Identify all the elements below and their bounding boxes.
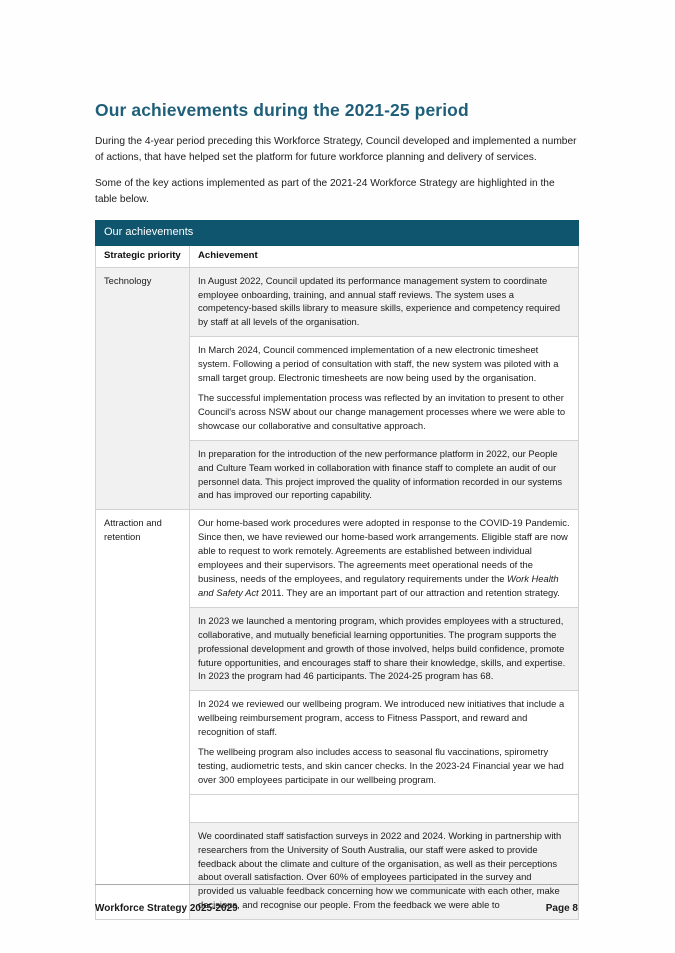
achievement-cell bbox=[190, 440, 579, 510]
achievement-paragraph: The wellbeing program also includes access to seasonal flu vaccinations, spirometry testing, audiometric tests, and skin cancer checks. In the 2023-24 Financial year we had over 300 employees participate in our wellbeing program. bbox=[198, 746, 564, 785]
achievement-cell bbox=[190, 267, 579, 337]
table-row bbox=[96, 267, 579, 337]
table-row bbox=[96, 510, 579, 607]
table-banner: Our achievements bbox=[96, 221, 579, 246]
achievement-cell bbox=[190, 510, 579, 607]
achievement-paragraph: In March 2024, Council commenced implementation of a new electronic timesheet system. Following a period of consultation with staff, the new system was piloted with a small target group. Electronic timesheets are now being used by the organisation. bbox=[198, 344, 559, 384]
achievement-cell bbox=[190, 691, 579, 794]
achievement-paragraph: In 2023 we launched a mentoring program, which provides employees with a structured, collaborative, and mutually beneficial learning opportunities. The program supports the professional development and growth of those involved, helps build confidence, promote future opportunities, and encourages staff to share their knowledge, skills, and expertise. In 2023 the program had 46 participants. The 2024-25 program has 68. bbox=[198, 614, 566, 682]
table-header-row bbox=[96, 246, 579, 267]
achievement-paragraph: In 2024 we reviewed our wellbeing program. We introduced new initiatives that include a wellbeing reimbursement program, access to Fitness Passport, and reward and recognition of staff. bbox=[198, 698, 565, 738]
page-content bbox=[95, 100, 578, 920]
intro-paragraph-1: During the 4-year period preceding this Workforce Strategy, Council developed and implemented a number of actions, that have helped set the platform for future workforce planning and delivery of services. bbox=[95, 136, 577, 163]
achievement-paragraph: Our home-based work procedures were adopted in response to the COVID-19 Pandemic. Since then, we have reviewed our home-based work arrangements. Eligible staff are now able to request to work remotely. Agreements are established between individual employees and their supervisors. The agreements meet operational needs of the business, needs of the employees, and regulatory requirements under the Work Health and Safety Act 2011. They are an important part of our attraction and retention strategy. bbox=[198, 517, 570, 598]
footer-page-number: Page 8 bbox=[545, 903, 578, 914]
achievement-cell bbox=[190, 337, 579, 440]
italic-act-name: Work Health and Safety Act bbox=[198, 572, 559, 598]
priority-cell-technology: Technology bbox=[96, 267, 190, 510]
achievements-table bbox=[95, 220, 579, 920]
table-banner-row bbox=[96, 221, 579, 246]
footer-document-title: Workforce Strategy 2025-2029 bbox=[95, 903, 238, 914]
achievement-paragraph: In August 2022, Council updated its performance management system to coordinate employee onboarding, training, and annual staff reviews. The system uses a competency-based skills library to measure skills, experience and competency required by staff at all levels of the organisation. bbox=[198, 274, 561, 328]
page-footer bbox=[95, 903, 578, 914]
row-spacer bbox=[190, 794, 579, 822]
achievement-paragraph: In preparation for the introduction of the new performance platform in 2022, our People and Culture Team worked in collaboration with finance staff to complete an audit of our personnel data. This project improved the quality of information recorded in our systems and has improved our reporting capability. bbox=[198, 447, 563, 501]
column-header-achievement: Achievement bbox=[190, 246, 579, 267]
priority-cell-attraction-retention: Attraction and retention bbox=[96, 510, 190, 920]
achievement-paragraph: The successful implementation process was reflected by an invitation to present to other Council's across NSW about our change management processes where we were able to showcase our collaborative and consultative approach. bbox=[198, 392, 566, 431]
column-header-priority: Strategic priority bbox=[96, 246, 190, 267]
achievement-paragraph: We coordinated staff satisfaction surveys in 2022 and 2024. Working in partnership with researchers from the University of South Australia, our staff were asked to provide feedback about the climate and culture of the organisation, as well as their perceptions about overall satisfaction. Over 60% of employees participated in the survey and provided us valuable feedback concerning how we communicate with each other, make decisions, and recognise our people. From the feedback we were able to bbox=[198, 829, 562, 911]
intro-paragraph-2: Some of the key actions implemented as part of the 2021-24 Workforce Strategy are highlighted in the table below. bbox=[95, 178, 555, 205]
page-title: Our achievements during the 2021-25 period bbox=[95, 100, 469, 120]
achievement-cell bbox=[190, 607, 579, 691]
footer-divider bbox=[95, 884, 578, 885]
